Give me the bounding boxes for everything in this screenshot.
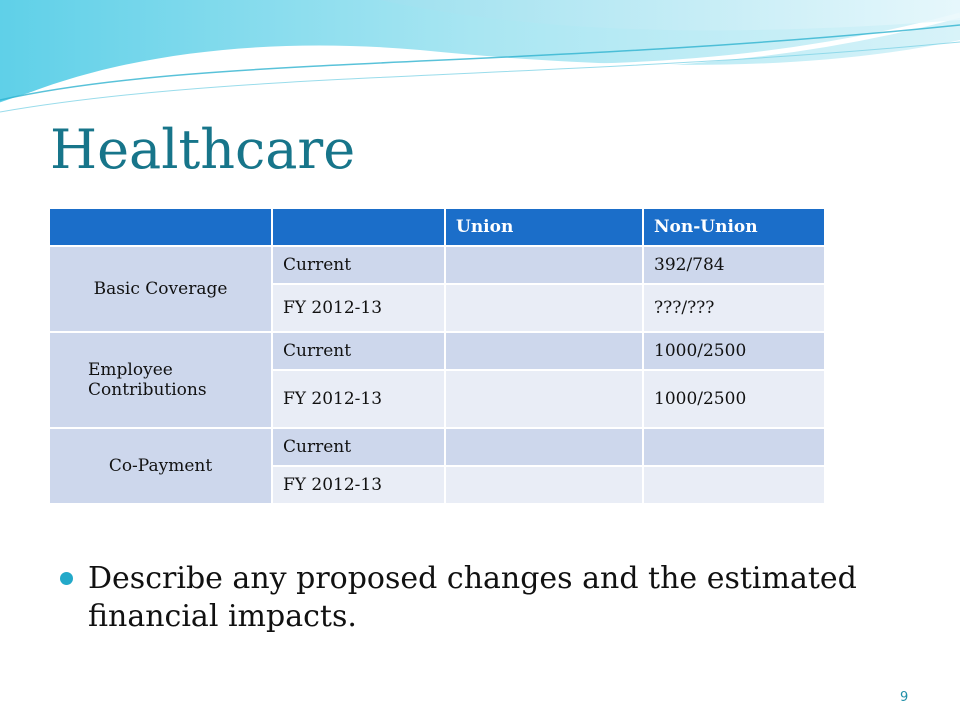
slide-title: Healthcare bbox=[50, 118, 356, 181]
period-cell: Current bbox=[272, 332, 445, 370]
union-cell bbox=[445, 332, 643, 370]
healthcare-table bbox=[48, 207, 826, 505]
page-number: 9 bbox=[900, 690, 909, 705]
header-wave-decoration bbox=[0, 0, 960, 130]
union-cell bbox=[445, 246, 643, 284]
header-cell-non-union: Non-Union bbox=[643, 208, 825, 246]
bullet-text: Describe any proposed changes and the estimated financial impacts. bbox=[88, 561, 857, 634]
header-cell-category bbox=[49, 208, 272, 246]
union-cell bbox=[445, 428, 643, 466]
table-row bbox=[49, 428, 825, 466]
header-cell-period bbox=[272, 208, 445, 246]
non-union-cell bbox=[643, 428, 825, 466]
bullet-item bbox=[62, 560, 862, 636]
row-group-label: Basic Coverage bbox=[49, 246, 272, 332]
bullet-dot-icon bbox=[60, 572, 73, 585]
non-union-cell: ???/??? bbox=[643, 284, 825, 332]
row-group-label: Employee Contributions bbox=[49, 332, 272, 428]
period-cell: FY 2012-13 bbox=[272, 284, 445, 332]
non-union-cell: 1000/2500 bbox=[643, 370, 825, 428]
row-group-label: Co-Payment bbox=[49, 428, 272, 504]
header-cell-union: Union bbox=[445, 208, 643, 246]
non-union-cell: 1000/2500 bbox=[643, 332, 825, 370]
period-cell: Current bbox=[272, 246, 445, 284]
union-cell bbox=[445, 466, 643, 504]
table-row bbox=[49, 332, 825, 370]
union-cell bbox=[445, 370, 643, 428]
period-cell: FY 2012-13 bbox=[272, 370, 445, 428]
period-cell: FY 2012-13 bbox=[272, 466, 445, 504]
non-union-cell: 392/784 bbox=[643, 246, 825, 284]
non-union-cell bbox=[643, 466, 825, 504]
period-cell: Current bbox=[272, 428, 445, 466]
union-cell bbox=[445, 284, 643, 332]
table-header-row bbox=[49, 208, 825, 246]
table-row bbox=[49, 246, 825, 284]
